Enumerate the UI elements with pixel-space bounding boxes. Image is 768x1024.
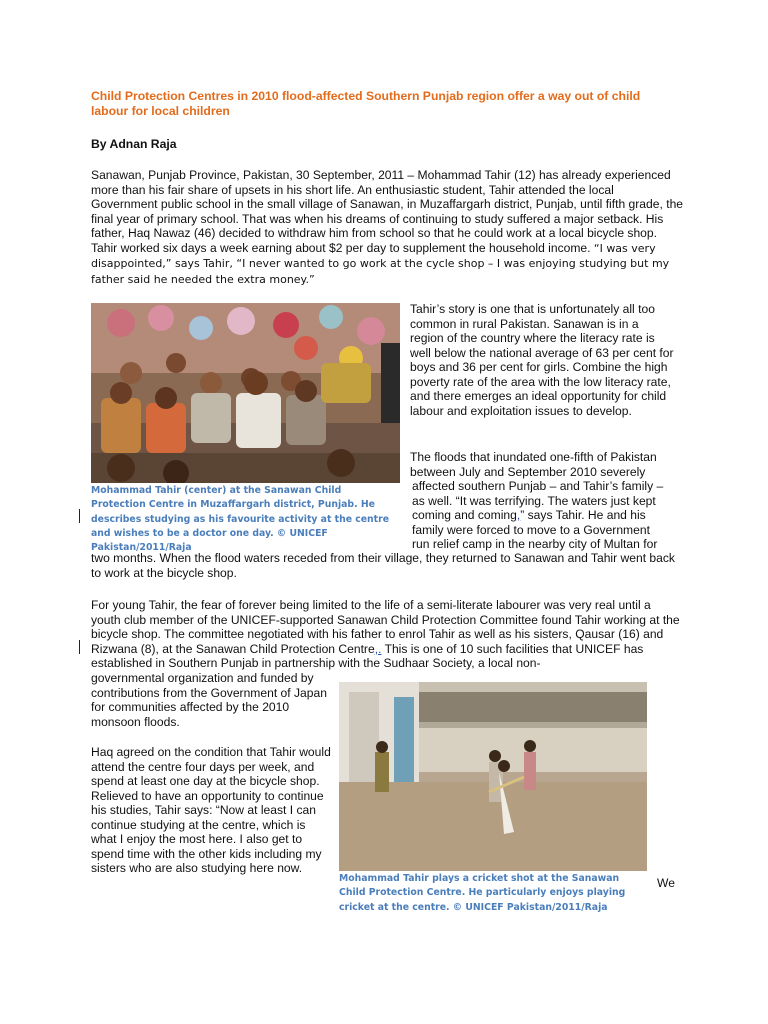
tracked-change-mark: ,	[516, 508, 521, 522]
floods-line-6: run relief camp in the nearby city of Multan for	[412, 537, 658, 551]
photo-cricket-shot	[339, 682, 647, 871]
paragraph-intro-text: Sanawan, Punjab Province, Pakistan, 30 September, 2011 – Mohammad Tahir (12) has already experienced more than his fair share of upsets in his short life. An enthusiastic student, Tahir attended the local Government public school in the small village of Sanawan, in Muzaffargarh district, Punjab, until fifth grade, the final year of primary school. That was when his dreams of continuing to study suffered a major setback. His father, Haq Nawaz (46) decided to withdraw him from school so that he could work at a local bicycle shop. Tahir worked six days a week earning about $2 per day to supplement the household income.	[91, 168, 684, 255]
paragraph-literacy: Tahir’s story is one that is unfortunately all too common in rural Pakistan. Sanawan is in a region of the country where the literacy rate is well below the national average of 63 per cent for boys and 36 per cent for girls. Combine the high poverty rate of the area with the low literacy rate, and there emerges an ideal opportunity for child labour and exploitation issues to develop.	[410, 302, 674, 418]
photo1-caption: Mohammad Tahir (center) at the Sanawan Child Protection Centre in Muzaffargarh district, Punjab. He describes studying as his favourite activity at the centre and wishes to be a doctor one day. © UNICEF Pakistan/2011/Raja	[91, 485, 390, 554]
paragraph-floods	[410, 450, 678, 552]
floods-line-3: as well. “It was terrifying. The waters just kept	[412, 493, 656, 508]
young-tahir-text-b: This is one of 10 such facilities that UNICEF has established in Southern Punjab in partnership with the Sudhaar Society, a local non-	[91, 641, 644, 670]
floods-line-4c: ” says Tahir. He and his	[520, 508, 646, 522]
photo-children-at-centre	[91, 303, 400, 483]
paragraph-young-tahir-continued: governmental organization and funded by contributions from the Government of Japan for communities affected by the 2010 monsoon floods.	[91, 671, 327, 729]
article-byline: By Adnan Raja	[91, 137, 177, 151]
paragraph-haq-agreed: Haq agreed on the condition that Tahir would attend the centre four days per week, and spend at least one day at the bicycle shop. Relieved to have an opportunity to continue his studies, Tahir says: “Now at least I can continue studying at the centre, which is what I enjoy the most here. I also get to spend time with the other kids including my sisters who are also studying here now.	[91, 745, 331, 875]
tracked-change-mark-2: ,.	[374, 641, 382, 656]
paragraph-intro-quote: “I was very disappointed,” says Tahir, “I never wanted to go work at the cycle shop – I was enjoying studying but my father said he needed the extra money.”	[91, 241, 670, 286]
text-cursor-mark-2	[79, 640, 80, 654]
photo2-caption: Mohammad Tahir plays a cricket shot at the Sanawan Child Protection Centre. He particularly enjoys playing cricket at the centre. © UNICEF Pakistan/2011/Raja	[339, 873, 626, 913]
article-title: Child Protection Centres in 2010 flood-affected Southern Punjab region offer a way out of child labour for local children	[91, 89, 641, 118]
paragraph-young-tahir	[91, 598, 683, 671]
paragraph-intro	[91, 168, 683, 287]
floods-line-5: family were forced to move to a Government	[412, 522, 650, 537]
floods-line-2: affected southern Punjab – and Tahir’s family –	[412, 479, 664, 493]
text-cursor-mark	[79, 509, 80, 523]
floods-line-4a: coming and coming	[412, 508, 517, 522]
trailing-word: We	[657, 876, 675, 890]
floods-line-4	[410, 508, 678, 523]
paragraph-floods-continued: two months. When the flood waters receded from their village, they returned to Sanawan and Tahir went back to work at the bicycle shop.	[91, 551, 675, 580]
young-tahir-text-a: For young Tahir, the fear of forever being limited to the life of a semi-literate labourer was very real until a youth club member of the UNICEF-supported Sanawan Child Protection Committee found Tahir working at the bicycle shop. The committee negotiated with his father to enrol Tahir as well as his sisters, Qausar (16) and Rizwana (8), at the Sanawan Child Protection Centre	[91, 598, 680, 656]
floods-line-1: The floods that inundated one-fifth of Pakistan between July and September 2010 severely	[410, 450, 657, 479]
